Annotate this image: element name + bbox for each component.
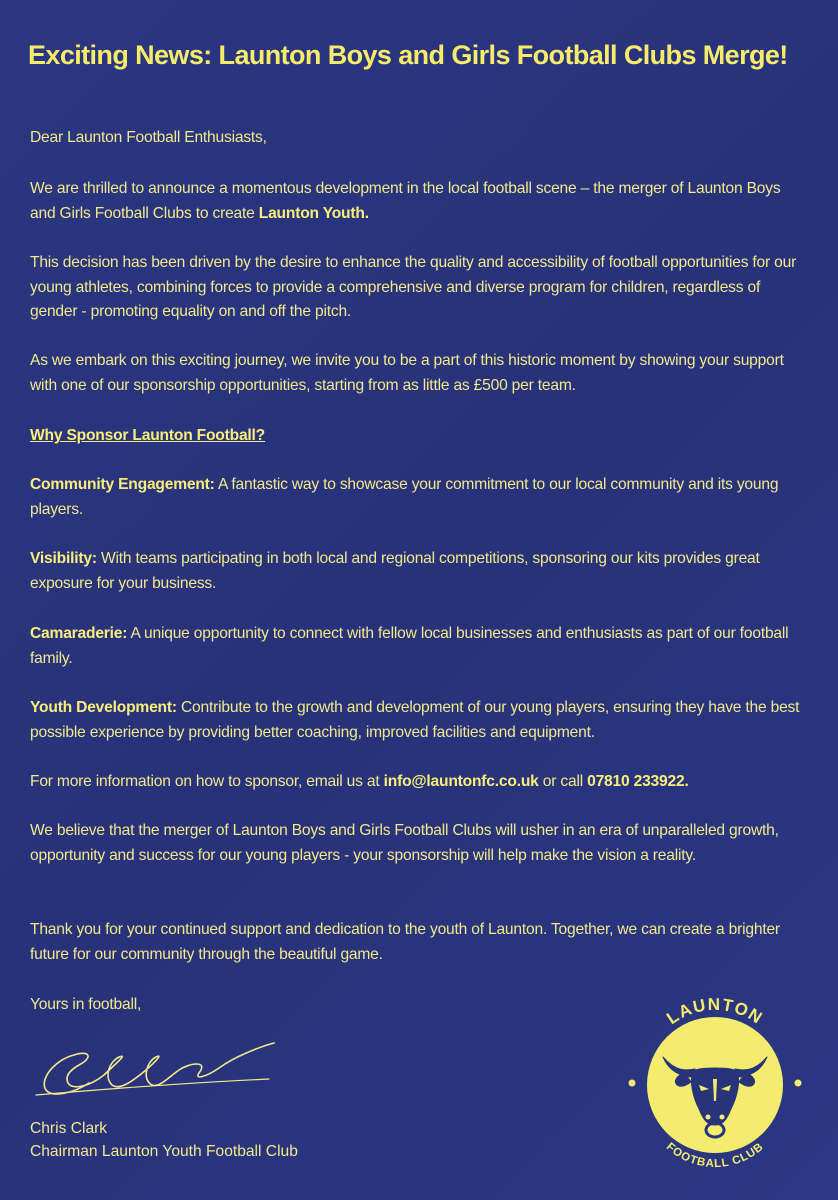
reason-label: Community Engagement:	[30, 476, 215, 493]
signature-image	[34, 1035, 284, 1105]
logo-bottom-text: FOOTBALL CLUB	[663, 1140, 767, 1171]
reason-label: Visibility:	[30, 550, 97, 567]
page-title: Exciting News: Launton Boys and Girls Football Clubs Merge!	[28, 40, 788, 70]
why-sponsor-heading	[30, 424, 810, 449]
reason-text: With teams participating in both local and regional competitions, sponsoring our kits provides great exposure for your business.	[30, 550, 760, 592]
salutation: Dear Launton Football Enthusiasts,	[30, 129, 267, 146]
contact-text-mid: or call	[538, 773, 588, 790]
contact-phone[interactable]: 07810 233922.	[587, 773, 689, 790]
club-logo	[615, 985, 815, 1185]
paragraph-decision: This decision has been driven by the desire to enhance the quality and accessibility of football opportunities for our young athletes, combining forces to provide a comprehensive and diverse program for children, regardless of gender - promoting equality on and off the pitch.	[30, 254, 797, 320]
paragraph-thanks: Thank you for your continued support and dedication to the youth of Launton. Together, we can create a brighter future for our community through the beautiful game.	[30, 921, 780, 963]
signer-title: Chairman Launton Youth Football Club	[30, 1143, 298, 1160]
logo-top-text: LAUNTON	[663, 994, 767, 1029]
closing-line: Yours in football,	[30, 996, 142, 1013]
signer-block	[30, 1117, 298, 1163]
paragraph-believe: We believe that the merger of Launton Boys and Girls Football Clubs will usher in an era of unparalleled growth, opportunity and success for our young players - your sponsorship will help make the vision a reality.	[30, 822, 779, 864]
reason-text: Contribute to the growth and development of our young players, ensuring they have the best possible experience by providing better coaching, improved facilities and equipment.	[30, 699, 800, 741]
paragraph-announcement	[30, 177, 810, 226]
paragraph-contact	[30, 770, 810, 795]
reason-label: Camaraderie:	[30, 625, 128, 642]
signer-name: Chris Clark	[30, 1120, 108, 1137]
reason-visibility	[30, 547, 810, 596]
paragraph-journey: As we embark on this exciting journey, we invite you to be a part of this historic moment by showing your support with one of our sponsorship opportunities, starting from as little as £500 per team.	[30, 352, 784, 394]
announcement-club-name: Launton Youth.	[258, 204, 369, 222]
announcement-text: We are thrilled to announce a momentous development in the local football scene – the merger of Launton Boys and Girls Football Clubs to create	[30, 180, 781, 222]
reason-label: Youth Development:	[30, 699, 177, 716]
reason-community	[30, 473, 810, 522]
reason-camaraderie	[30, 622, 810, 671]
why-sponsor-heading-text: Why Sponsor Launton Football?	[30, 427, 266, 444]
contact-text: For more information on how to sponsor, email us at	[30, 773, 384, 790]
reason-text: A fantastic way to showcase your commitment to our local community and its young players.	[30, 476, 779, 518]
reason-text: A unique opportunity to connect with fellow local businesses and enthusiasts as part of our football family.	[30, 625, 789, 667]
contact-email-link[interactable]: info@launtonfc.co.uk	[383, 773, 539, 790]
reason-youth-development	[30, 696, 810, 745]
